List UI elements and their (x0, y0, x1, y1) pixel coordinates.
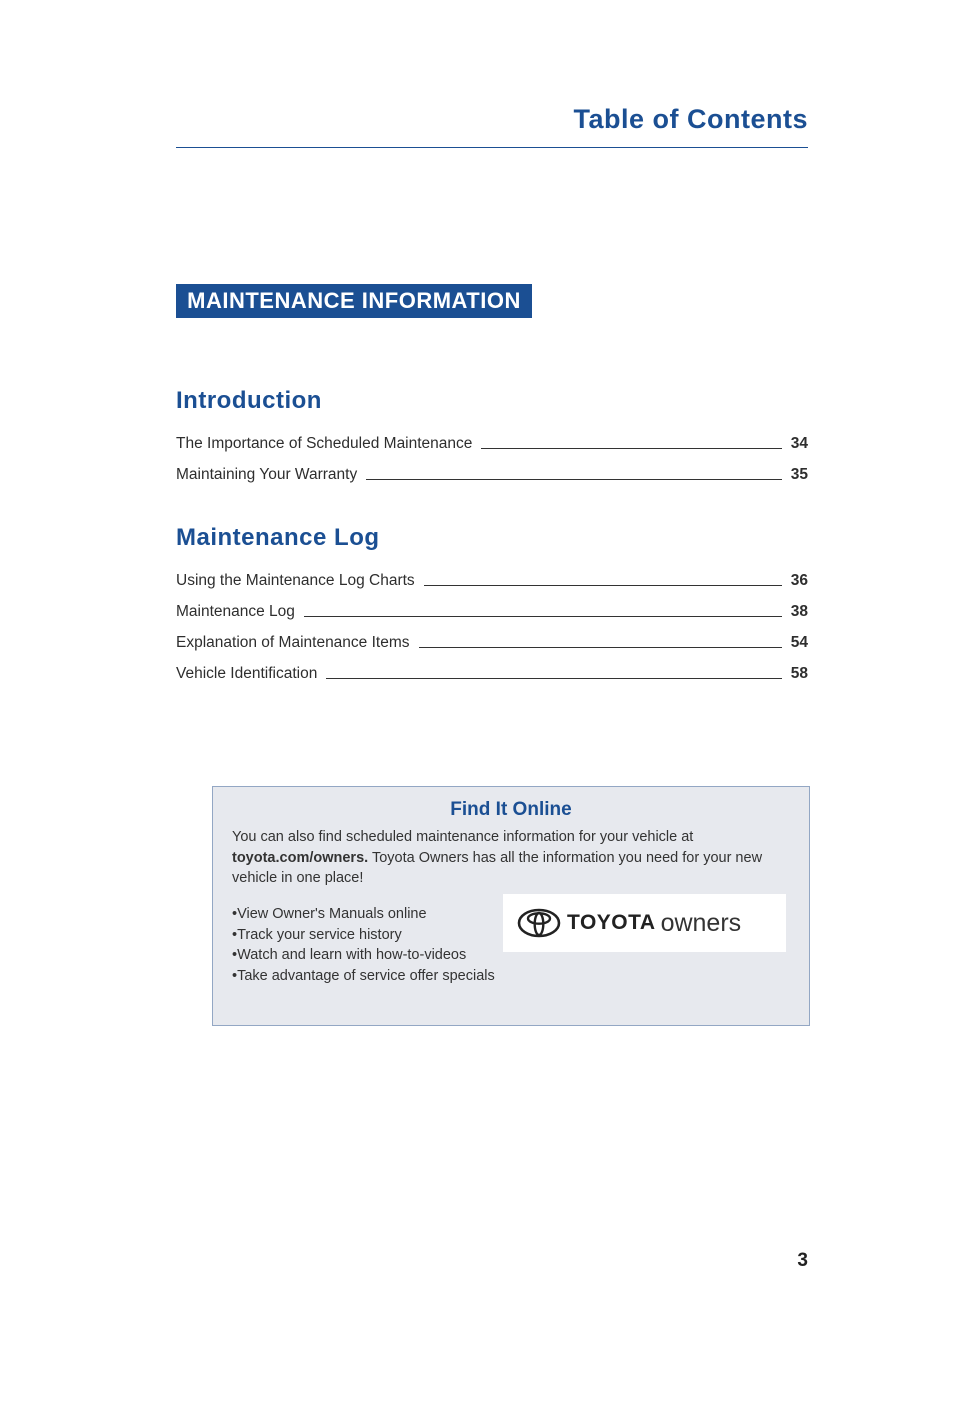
toc-entry[interactable] (176, 559, 808, 590)
toc-entry-label: The Importance of Scheduled Maintenance (176, 435, 473, 452)
toc-entry-page: 34 (790, 435, 808, 452)
toc-entry-page: 54 (790, 634, 808, 651)
intro-rest: Toyota Owners has all the information you need for your new vehicle in one place! (232, 849, 763, 886)
toc-entry[interactable] (176, 652, 808, 683)
page-title: Table of Contents (573, 104, 808, 134)
group-heading: Maintenance Log (176, 524, 380, 551)
find-it-online-title: Find It Online (450, 799, 572, 820)
feature-list (232, 904, 495, 986)
section-banner: MAINTENANCE INFORMATION (176, 284, 532, 318)
toc-group-maintenance-log (176, 523, 808, 683)
toyota-owners-logo (503, 894, 786, 952)
find-it-online-text (232, 827, 792, 889)
toc-entry[interactable] (176, 453, 808, 484)
toc-entry-label: Maintenance Log (176, 603, 295, 620)
intro-text: You can also find scheduled maintenance information for your vehicle at (232, 829, 694, 845)
toc-group-introduction (176, 386, 808, 484)
toc-entry-page: 35 (790, 466, 808, 483)
logo-owners-word: owners (660, 908, 742, 937)
list-item: •View Owner's Manuals online (232, 906, 427, 922)
title-rule (176, 147, 808, 148)
owners-link[interactable]: toyota.com/owners. (232, 849, 369, 866)
toyota-emblem-icon (517, 908, 561, 938)
logo-wordmark: TOYOTA (567, 911, 656, 934)
find-it-online-box (212, 786, 810, 1026)
list-item: •Take advantage of service offer specials (232, 967, 495, 984)
toc-entry-label: Using the Maintenance Log Charts (176, 572, 415, 589)
page-number: 3 (797, 1250, 808, 1271)
toc-leader (304, 616, 782, 617)
toc-leader (419, 647, 783, 648)
group-heading: Introduction (176, 387, 322, 414)
toc-entry-label: Explanation of Maintenance Items (176, 634, 410, 651)
toc-entry[interactable] (176, 621, 808, 652)
toc-entry[interactable] (176, 422, 808, 453)
toc-entry-label: Maintaining Your Warranty (176, 466, 358, 483)
list-item: •Track your service history (232, 926, 402, 943)
toc-entry[interactable] (176, 590, 808, 621)
toc-entry-label: Vehicle Identification (176, 665, 318, 682)
toc-leader (366, 479, 782, 480)
toc-leader (326, 678, 782, 679)
toc-leader (481, 448, 782, 449)
toc-entry-page: 36 (790, 572, 808, 589)
toc-leader (424, 585, 782, 586)
list-item: •Watch and learn with how-to-videos (232, 947, 467, 963)
toc-entry-page: 38 (790, 603, 808, 620)
toc-entry-page: 58 (790, 665, 808, 682)
